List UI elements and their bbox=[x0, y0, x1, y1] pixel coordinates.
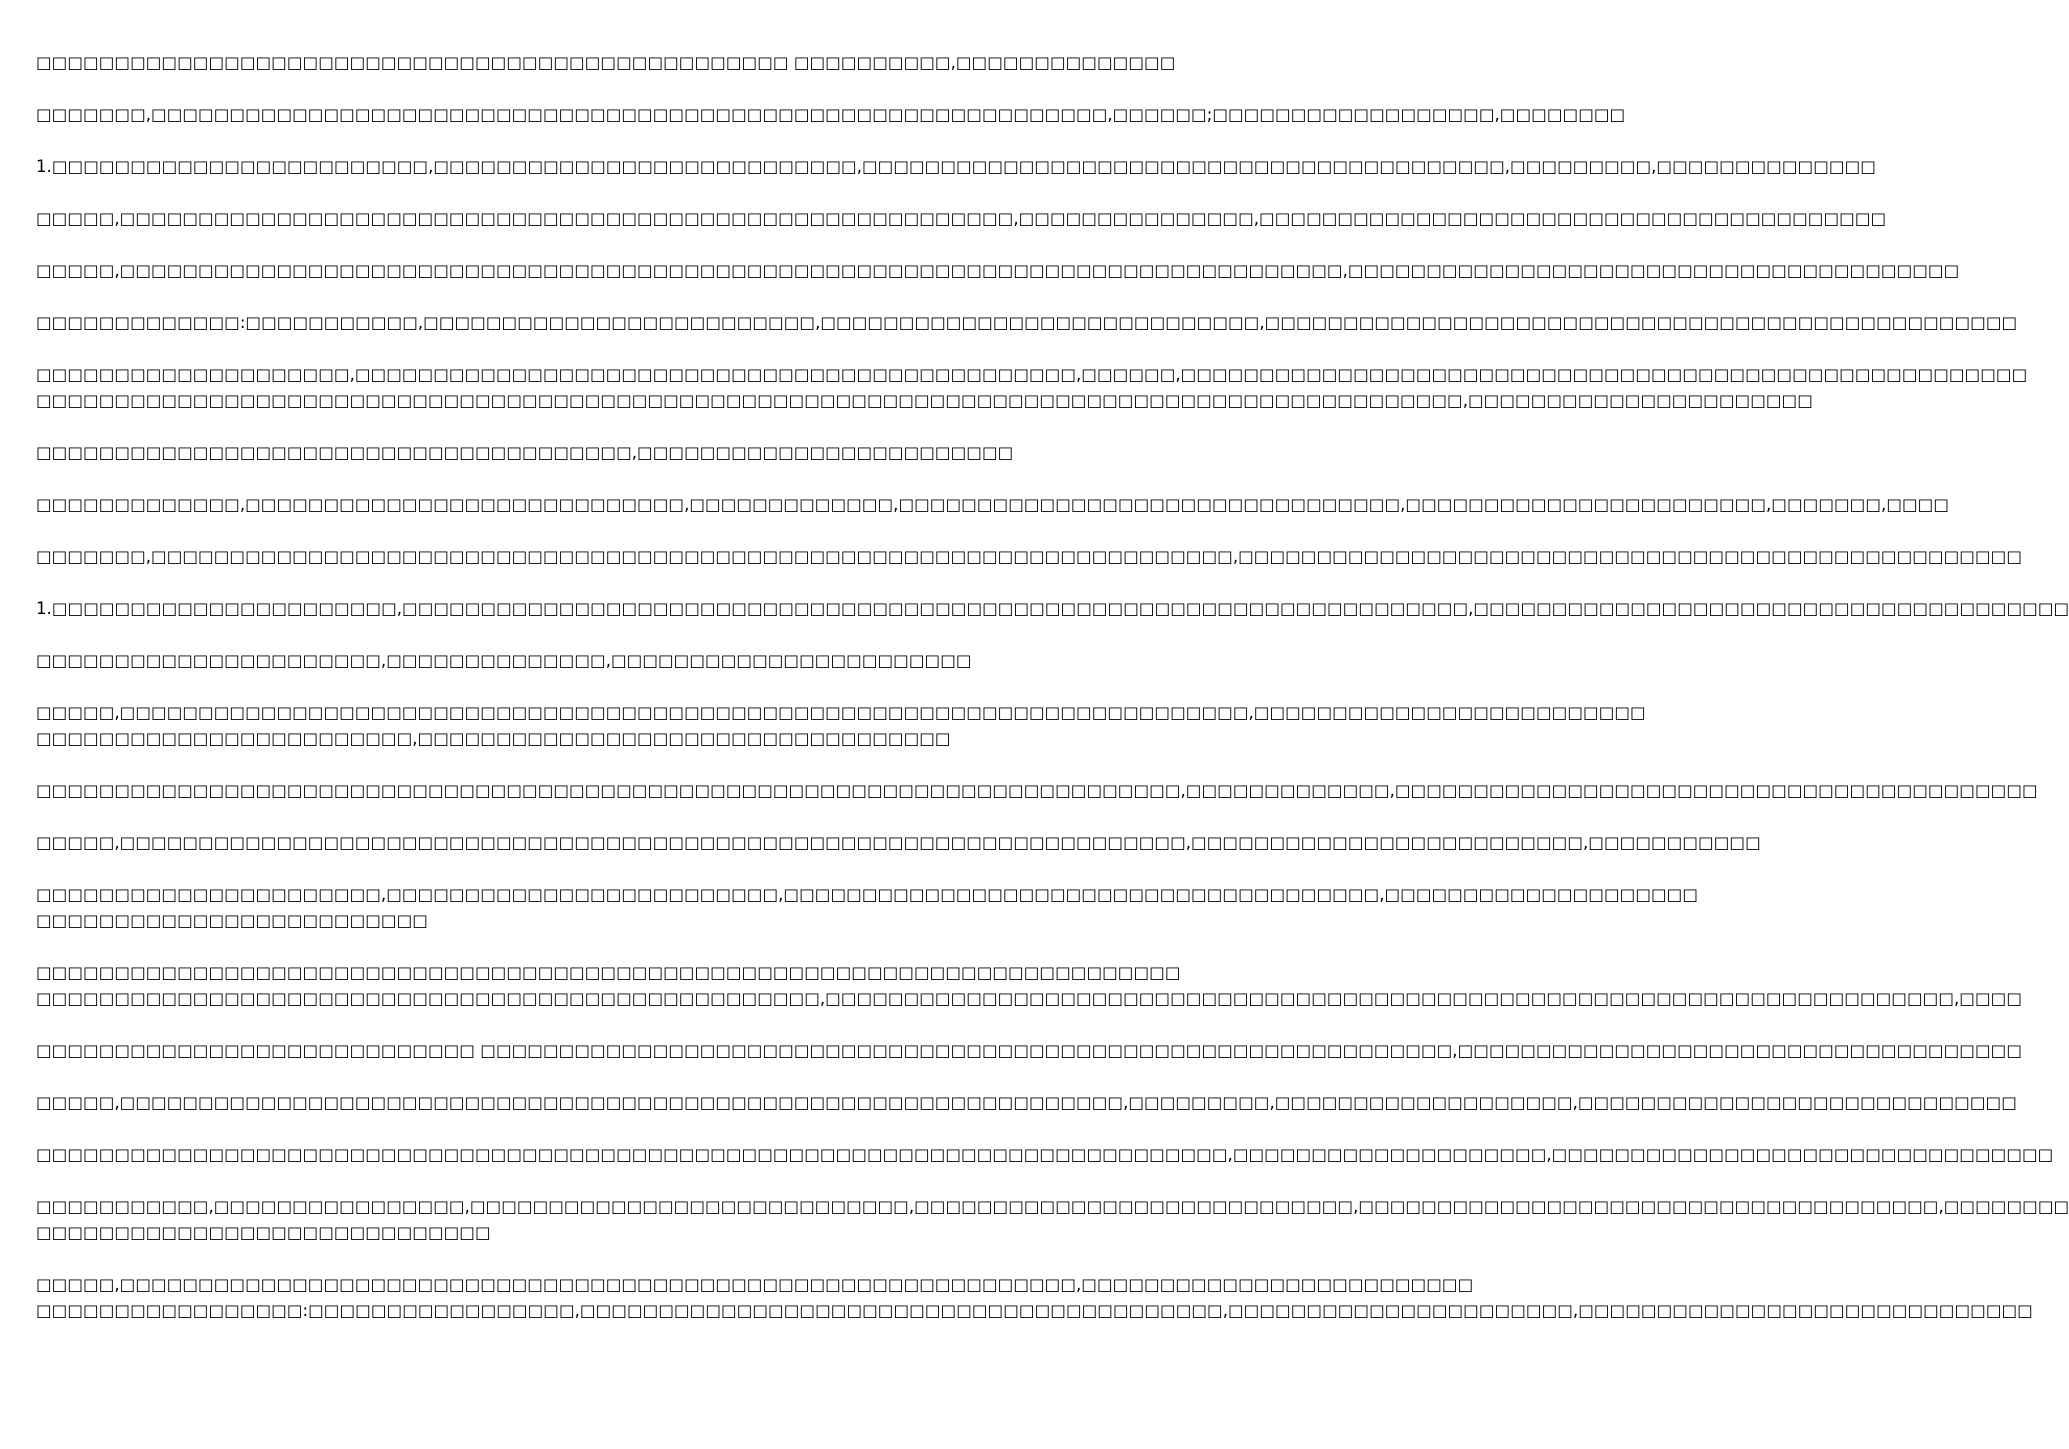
paragraph-12 bbox=[36, 648, 990, 674]
text-line: □□□□□□□□□□□□□□□□□□□□□□,□□□□□□□□□□□□□□□□□□□□□□□□□,□□□□□□□□□□□□□□□□□□□□□□□□□□□□□□□□□□□□□□,□□□□□□□□□□□□□□□□□□□□ bbox=[36, 885, 1699, 904]
text-line: □□□□□□□□□□□□□,□□□□□□□□□□□□□□□□□□□□□□□□□□□□,□□□□□□□□□□□□□,□□□□□□□□□□□□□□□□□□□□□□□□□□□□□□□□,□□□□□□□□□□□□□□□□□□□□□□□,□□□□□□□,□□□□ bbox=[36, 495, 1950, 514]
paragraph-22 bbox=[36, 1272, 2033, 1324]
text-line: □□□□□□□□□□□□□□□□□□□□□□□□□□□□□□□□□□□□□□,□□□□□□□□□□□□□□□□□□□□□□□□ bbox=[36, 443, 1014, 462]
paragraph-10 bbox=[36, 544, 2022, 570]
text-line: □□□□□□□□□□□□□□□□□□□□□□□□□□□□□□□□□□□□□□□□□□□□□□□□□□,□□□□□□□□□□□□□□□□□□□□□□□□□□□□□□□□□□□□□□□□□□□□□□□□□□□□□□□□□□□□□□□□□□□□□□□□,□□□□ bbox=[36, 989, 2022, 1008]
text-line: □□□□□□□,□□□□□□□□□□□□□□□□□□□□□□□□□□□□□□□□□□□□□□□□□□□□□□□□□□□□□□□□□□□□□□□□□□□□□,□□□□□□□□□□□□□□□□□□□□□□□□□□□□□□□□□□□□□□□□□□□□□□□□□□ bbox=[36, 547, 2022, 566]
text-line: □□□□□,□□□□□□□□□□□□□□□□□□□□□□□□□□□□□□□□□□□□□□□□□□□□□□□□□□□□□□□□□□□□□□□□□□□□□□□□□□□□□□,□□□□□□□□□□□□□□□□□□□□□□□□□□□□□□□□□□□□□□□ bbox=[36, 261, 1960, 280]
paragraph-3 bbox=[36, 154, 1876, 180]
paragraph-16 bbox=[36, 882, 1699, 934]
paragraph-15 bbox=[36, 830, 1761, 856]
text-line: □□□□□□□□□□□□□□□□□□□□,□□□□□□□□□□□□□□□□□□□□□□□□□□□□□□□□□□□□□□□□□□□□□□,□□□□□□,□□□□□□□□□□□□□□□□□□□□□□□□□□□□□□□□□□□□□□□□□□□□□□□□□□□□□□ bbox=[36, 365, 2028, 384]
paragraph-9 bbox=[36, 492, 1950, 518]
text-line: □□□□□,□□□□□□□□□□□□□□□□□□□□□□□□□□□□□□□□□□□□□□□□□□□□□□□□□□□□□□□□□□□□□□□□□□□□,□□□□□□□□□□□□□□□□□□□□□□□□□,□□□□□□□□□□□ bbox=[36, 833, 1761, 852]
text-line: □□□□□□□□□□□□□□□□□□□□□□□□□□□□□□□□□□□□□□□□□□□□□□□□□□□□□□□□□□□□□□□□□□□□□□□□□□□□,□□□□□□□□□□□□□□□□□□□□,□□□□□□□□□□□□□□□□□□□□□□□□□□□□□□□□ bbox=[36, 1145, 2054, 1164]
paragraph-7 bbox=[36, 362, 2028, 414]
paragraph-18 bbox=[36, 1038, 2022, 1064]
paragraph-5 bbox=[36, 258, 1960, 284]
paragraph-13 bbox=[36, 700, 1646, 752]
text-line: □□□□□□□□□□□□□□□□□□□□□□□□□□□□ □□□□□□□□□□□□□□□□□□□□□□□□□□□□□□□□□□□□□□□□□□□□□□□□□□□□□□□□□□□□□□,□□□□□□□□□□□□□□□□□□□□□□□□□□□□□□□□□□□□ bbox=[36, 1041, 2022, 1060]
text-line: □□□□□□□□□□□□□□□□□□□□□□□□□□□□□ bbox=[36, 1223, 491, 1242]
text-line: □□□□□,□□□□□□□□□□□□□□□□□□□□□□□□□□□□□□□□□□□□□□□□□□□□□□□□□□□□□□□□□,□□□□□□□□□□□□□□□,□□□□□□□□□□□□□□□□□□□□□□□□□□□□□□□□□□□□□□□□ bbox=[36, 209, 1887, 228]
text-line: □□□□□□□□□□□□□□□□□□□□□□□□□□□□□□□□□□□□□□□□□□□□□□□□□□□□□□□□□□□□□□□□□□□□□□□□□,□□□□□□□□□□□□□,□□□□□□□□□□□□□□□□□□□□□□□□□□□□□□□□□□□□□□□□□ bbox=[36, 781, 2038, 800]
text-line: □□□□□,□□□□□□□□□□□□□□□□□□□□□□□□□□□□□□□□□□□□□□□□□□□□□□□□□□□□□□□□□□□□□□□□□□□□□□□□,□□□□□□□□□□□□□□□□□□□□□□□□□ bbox=[36, 703, 1646, 722]
text-line: □□□□□□□□□□□□□□□□□□□□□□□□□□□□□□□□□□□□□□□□□□□□□□□□ □□□□□□□□□□,□□□□□□□□□□□□□□ bbox=[36, 53, 1176, 72]
paragraph-4 bbox=[36, 206, 1887, 232]
paragraph-11 bbox=[36, 596, 2069, 622]
text-line: □□□□□□□,□□□□□□□□□□□□□□□□□□□□□□□□□□□□□□□□□□□□□□□□□□□□□□□□□□□□□□□□□□□□□,□□□□□□;□□□□□□□□□□□□□□□□□□,□□□□□□□□ bbox=[36, 105, 1626, 124]
paragraph-1 bbox=[36, 50, 1176, 76]
paragraph-20 bbox=[36, 1142, 2054, 1168]
paragraph-6 bbox=[36, 310, 2018, 336]
text-line: □□□□□□□□□□□□□:□□□□□□□□□□□,□□□□□□□□□□□□□□□□□□□□□□□□□,□□□□□□□□□□□□□□□□□□□□□□□□□□□□,□□□□□□□□□□□□□□□□□□□□□□□□□□□□□□□□□□□□□□□□□□□□□□□□ bbox=[36, 313, 2018, 332]
paragraph-8 bbox=[36, 440, 1014, 466]
paragraph-17 bbox=[36, 960, 2022, 1012]
text-line: □□□□□□□□□□□□□□□□□□□□□□□□,□□□□□□□□□□□□□□□□□□□□□□□□□□□□□□□□□□ bbox=[36, 729, 951, 748]
text-line: □□□□□□□□□□□□□□□□□□□□□□□□□□□□□□□□□□□□□□□□□□□□□□□□□□□□□□□□□□□□□□□□□□□□□□□□□□□□□□□□□□□□□□□□□□□,□□□□□□□□□□□□□□□□□□□□□□ bbox=[36, 391, 1813, 410]
text-line: □□□□□□□□□□□□□□□□□:□□□□□□□□□□□□□□□□□,□□□□□□□□□□□□□□□□□□□□□□□□□□□□□□□□□□□□□□□□□,□□□□□□□□□□□□□□□□□□□□□□,□□□□□□□□□□□□□□□□□□□□□□□□□□□□□ bbox=[36, 1301, 2033, 1320]
text-line: □□□□□□□□□□□□□□□□□□□□□□□□□□□□□□□□□□□□□□□□□□□□□□□□□□□□□□□□□□□□□□□□□□□□□□□□□ bbox=[36, 963, 1181, 982]
text-line: 1.□□□□□□□□□□□□□□□□□□□□□□,□□□□□□□□□□□□□□□□□□□□□□□□□□□□□□□□□□□□□□□□□□□□□□□□□□□□□□□□□□□□□□□□□□□□,□□□□□□□□□□□□□□□□□□□□□□□□□□□□□□□□□□□□□□ bbox=[36, 599, 2069, 618]
paragraph-21 bbox=[36, 1194, 2069, 1246]
text-line: □□□□□,□□□□□□□□□□□□□□□□□□□□□□□□□□□□□□□□□□□□□□□□□□□□□□□□□□□□□□□□□□□□□,□□□□□□□□□□□□□□□□□□□□□□□□□ bbox=[36, 1275, 1474, 1294]
document-page bbox=[36, 50, 2069, 1430]
text-line: □□□□□,□□□□□□□□□□□□□□□□□□□□□□□□□□□□□□□□□□□□□□□□□□□□□□□□□□□□□□□□□□□□□□□□,□□□□□□□□□,□□□□□□□□□□□□□□□□□□□,□□□□□□□□□□□□□□□□□□□□□□□□□□□□ bbox=[36, 1093, 2017, 1112]
text-line: □□□□□□□□□□□□□□□□□□□□□□,□□□□□□□□□□□□□□,□□□□□□□□□□□□□□□□□□□□□□□ bbox=[36, 651, 972, 670]
paragraph-2 bbox=[36, 102, 1626, 128]
paragraph-19 bbox=[36, 1090, 2017, 1116]
paragraph-14 bbox=[36, 778, 2038, 804]
text-line: □□□□□□□□□□□,□□□□□□□□□□□□□□□□,□□□□□□□□□□□□□□□□□□□□□□□□□□□□,□□□□□□□□□□□□□□□□□□□□□□□□□□□□,□□□□□□□□□□□□□□□□□□□□□□□□□□□□□□□□□□□□□,□□□□□□□□ bbox=[36, 1197, 2069, 1216]
text-line: 1.□□□□□□□□□□□□□□□□□□□□□□□□,□□□□□□□□□□□□□□□□□□□□□□□□□□□,□□□□□□□□□□□□□□□□□□□□□□□□□□□□□□□□□□□□□□□□□,□□□□□□□□□,□□□□□□□□□□□□□□ bbox=[36, 157, 1876, 176]
text-line: □□□□□□□□□□□□□□□□□□□□□□□□□ bbox=[36, 911, 428, 930]
